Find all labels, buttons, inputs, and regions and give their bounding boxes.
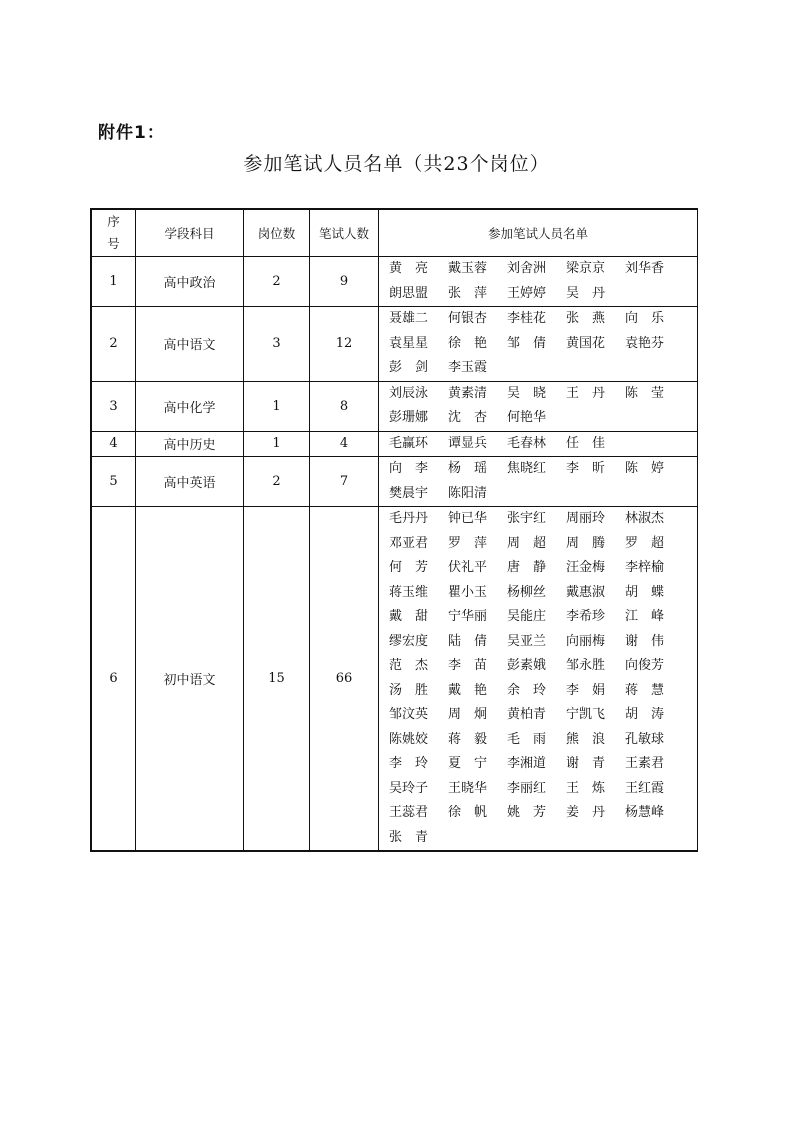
candidate-name: 陈阳清 [447,485,487,501]
candidate-name: 陈姚姣 [388,731,428,747]
candidate-name: 熊 浪 [565,731,605,747]
table-row [91,307,698,382]
header-exam-count: 笔试人数 [310,209,379,257]
row-names [379,507,698,852]
candidate-name: 吴能庄 [506,609,546,624]
row-subject: 高中政治 [136,257,244,307]
candidate-name: 黄国花 [565,335,605,351]
candidate-name: 任 佳 [565,435,605,451]
candidate-name: 李梓榆 [624,560,664,575]
name-line [379,556,697,581]
candidate-name: 吴玲子 [388,780,428,796]
candidate-name: 吴 晓 [506,385,546,401]
row-names [379,381,698,431]
candidate-name: 何银杏 [447,311,487,326]
name-line [379,703,697,728]
header-seq: 序号 [91,209,136,257]
candidate-name: 樊晨宇 [388,485,428,501]
row-exam-count: 8 [310,381,379,431]
candidate-name: 彭珊娜 [388,410,428,425]
candidate-name: 黄素清 [447,385,487,401]
candidate-name: 王 丹 [565,385,605,401]
row-names [379,431,698,457]
candidate-name: 李 昕 [565,461,605,476]
row-subject: 高中英语 [136,457,244,507]
row-seq: 5 [91,457,136,507]
candidate-name: 汤 胜 [388,682,428,698]
candidate-name: 夏 宁 [447,756,487,771]
table-row [91,381,698,431]
name-line [379,728,697,753]
candidate-name: 黄 亮 [388,261,428,276]
row-subject: 高中历史 [136,431,244,457]
candidate-name: 谢 青 [565,756,605,771]
candidate-name: 向丽梅 [565,633,605,649]
row-post-count: 1 [244,431,310,457]
candidate-name: 吴亚兰 [506,633,546,649]
candidate-name: 何艳华 [506,410,546,425]
candidate-name: 蒋 慧 [624,682,664,698]
row-post-count: 2 [244,457,310,507]
candidate-name: 陈 婷 [624,461,664,476]
candidate-name: 张 青 [388,829,428,845]
attachment-label: 附件1： [98,123,165,143]
row-seq: 3 [91,381,136,431]
candidate-name: 李希珍 [565,609,605,624]
candidate-name: 刘辰泳 [388,385,428,401]
candidate-name: 谭显兵 [447,435,487,451]
candidate-name: 徐 艳 [447,335,487,351]
candidate-name: 王 炼 [565,780,605,796]
name-line [379,307,697,332]
candidate-name: 缪宏度 [388,633,428,649]
candidate-name: 沈 杏 [447,410,487,425]
candidate-name: 王红霞 [624,780,664,796]
candidate-name: 戴 甜 [388,609,428,624]
candidate-name: 杨慧峰 [624,805,664,820]
candidate-name: 陈 莹 [624,385,664,401]
candidate-name: 姚 芳 [506,805,546,820]
name-line [379,507,697,532]
candidate-name: 胡 蝶 [624,584,664,600]
candidate-name: 李 苗 [447,658,487,673]
header-names: 参加笔试人员名单 [379,209,698,257]
row-subject: 高中化学 [136,381,244,431]
row-post-count: 15 [244,507,310,852]
name-line [379,826,697,851]
candidate-name: 袁艳芬 [624,335,664,351]
candidate-name: 彭 剑 [388,360,428,375]
candidate-name: 张宇红 [506,511,546,526]
candidate-name: 张 燕 [565,311,605,326]
candidate-name: 李 玲 [388,756,428,771]
row-seq: 1 [91,257,136,307]
candidate-name: 毛春林 [506,435,546,451]
candidate-name: 汪金梅 [565,560,605,575]
exam-roster-table [90,208,698,852]
row-subject: 初中语文 [136,507,244,852]
name-line [379,282,697,307]
candidate-name: 邹永胜 [565,658,605,673]
candidate-name: 梁京京 [565,261,605,276]
row-post-count: 3 [244,307,310,382]
name-line [379,777,697,802]
candidate-name: 罗 萍 [447,535,487,551]
row-exam-count: 7 [310,457,379,507]
row-seq: 2 [91,307,136,382]
candidate-name: 向 李 [388,461,428,476]
candidate-name: 王蕊君 [388,805,428,820]
candidate-name: 蒋 毅 [447,731,487,747]
candidate-name: 王素君 [624,756,664,771]
candidate-name: 黄柏青 [506,707,546,722]
candidate-name: 戴惠淑 [565,584,605,600]
name-line [379,679,697,704]
candidate-name: 杨柳丝 [506,584,546,600]
row-exam-count: 66 [310,507,379,852]
candidate-name: 毛丹丹 [388,511,428,526]
name-line [379,406,697,431]
table-row [91,507,698,852]
candidate-name: 邓亚君 [388,535,428,551]
row-names [379,257,698,307]
table-row [91,431,698,457]
row-names [379,457,698,507]
candidate-name: 余 玲 [506,682,546,698]
candidate-name: 向 乐 [624,311,664,326]
row-exam-count: 12 [310,307,379,382]
candidate-name: 周 腾 [565,535,605,551]
row-names [379,307,698,382]
name-line [379,801,697,826]
candidate-name: 姜 丹 [565,805,605,820]
row-post-count: 1 [244,381,310,431]
name-line [379,630,697,655]
candidate-name: 瞿小玉 [447,584,487,600]
candidate-name: 罗 超 [624,535,664,551]
candidate-name: 杨 瑶 [447,461,487,476]
candidate-name: 伏礼平 [447,560,487,575]
candidate-name: 焦晓红 [506,461,546,476]
candidate-name: 范 杰 [388,658,428,673]
candidate-name: 邹 倩 [506,335,546,351]
name-line [379,432,697,457]
table-row [91,257,698,307]
candidate-name: 林淑杰 [624,511,664,526]
candidate-name: 朗思盟 [388,285,428,301]
candidate-name: 陆 倩 [447,633,487,649]
header-subject: 学段科目 [136,209,244,257]
candidate-name: 毛赢环 [388,435,428,451]
name-line [379,356,697,381]
candidate-name: 徐 帆 [447,805,487,820]
name-line [379,457,697,482]
candidate-name: 刘舍洲 [506,261,546,276]
name-line [379,654,697,679]
candidate-name: 钟已华 [447,511,487,526]
name-line [379,257,697,282]
candidate-name: 周 超 [506,535,546,551]
candidate-name: 毛 雨 [506,731,546,747]
candidate-name: 李丽红 [506,780,546,796]
table-header-row [91,209,698,257]
row-exam-count: 9 [310,257,379,307]
candidate-name: 唐 静 [506,560,546,575]
row-seq: 4 [91,431,136,457]
candidate-name: 宁华丽 [447,609,487,624]
candidate-name: 江 峰 [624,609,664,624]
candidate-name: 向俊芳 [624,658,664,673]
name-line [379,752,697,777]
candidate-name: 李 娟 [565,682,605,698]
candidate-name: 蒋玉维 [388,584,428,600]
candidate-name: 彭素娥 [506,658,546,673]
name-line [379,532,697,557]
candidate-name: 孔敏球 [624,731,664,747]
name-line [379,581,697,606]
name-line [379,605,697,630]
row-seq: 6 [91,507,136,852]
candidate-name: 李桂花 [506,311,546,326]
name-line [379,482,697,507]
candidate-name: 胡 涛 [624,707,664,722]
candidate-name: 聂雄二 [388,311,428,326]
table-row [91,457,698,507]
name-line [379,382,697,407]
candidate-name: 谢 伟 [624,633,664,649]
candidate-name: 戴 艳 [447,682,487,698]
candidate-name: 邹汶英 [388,707,428,722]
candidate-name: 张 萍 [447,285,487,301]
row-post-count: 2 [244,257,310,307]
candidate-name: 刘华香 [624,261,664,276]
row-subject: 高中语文 [136,307,244,382]
candidate-name: 李玉霞 [447,360,487,375]
candidate-name: 李湘道 [506,756,546,771]
candidate-name: 何 芳 [388,560,428,575]
document-title: 参加笔试人员名单（共23个岗位） [243,153,550,175]
candidate-name: 周 炯 [447,707,487,722]
candidate-name: 王婷婷 [506,285,546,301]
candidate-name: 戴玉蓉 [447,261,487,276]
candidate-name: 袁星星 [388,335,428,351]
candidate-name: 王晓华 [447,780,487,796]
candidate-name: 宁凯飞 [565,707,605,722]
row-exam-count: 4 [310,431,379,457]
candidate-name: 吴 丹 [565,285,605,301]
candidate-name: 周丽玲 [565,511,605,526]
name-line [379,332,697,357]
header-post-count: 岗位数 [244,209,310,257]
